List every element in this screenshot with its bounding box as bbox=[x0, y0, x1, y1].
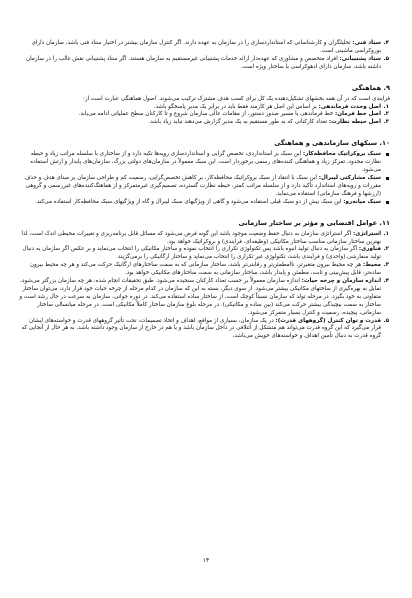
list-item-title: اندازه سازمان و چرخه حیات: bbox=[301, 278, 381, 285]
list-item-number: ۴. bbox=[383, 40, 389, 46]
list-coordination-principles bbox=[18, 104, 390, 128]
list-item-text: افراد متخصص و مشاوری که عهده‌دار ارائه خدمات پشتیبانی غیرمستقیم به سازمان هستند. اگر ستاد پشتیبانی نقش غالب را در سازمان داشته باشد، سازمان دارای ادهوکراسی یا ساختار ویژه است. bbox=[26, 55, 381, 70]
page-content bbox=[18, 40, 390, 341]
list-item-title: اصل حیطه نظارت: bbox=[328, 119, 381, 126]
list-contingency-factors bbox=[18, 231, 390, 342]
list-item-number: ۵. bbox=[383, 55, 389, 62]
list-item-title: سبک بروکراتیک محافظه‌کار: bbox=[302, 151, 381, 158]
list-item-text: در یک سازمان، بسیاری از مواقع، اهداف و اتخاذ تصمیمات، تحت تأثیر گروههای قدرت و خواسته‌های ایشان قرار می‌گیرد که این گروه قدرت می‌تواند هم متشکل از ائتلافی در داخل سازمان باشد و یا هم در خارج از سازمان وجود داشته باشد. به هر حال از آنجایی که گروه قدرت به دنبال تأمین اهداف و خواسته‌های خویش می‌باشد، bbox=[21, 317, 381, 340]
list-item-text: اگر سازمان به دنبال تولید انبوه باشد پس تکنولوژی تکراری را انتخاب نموده و ساختار مکانیکی را انتخاب می‌نماید و بر عکس اگر سازمان به دنبال تولید سفارشی (واحدی) و فرایندی باشد، تکنولوژی غیر تکراری را انتخاب می‌نماید و ساختار ارگانیکی را برمی‌گزیند. bbox=[22, 246, 381, 261]
list-item-text: این سبک بر استانداردی، تخصص گرایی و استانداردسازی رویه‌ها تکیه دارد و از ساختاری با سلسله مراتب زیاد و حیطه نظارت محدود، تمرکز زیاد و هماهنگی کننده‌های رسمی برخوردار است. این سبک معمولاً در سازمان‌های دولتی بزرگ، سازمان‌های پایدار و ارتش استفاده می‌شود. bbox=[30, 151, 381, 174]
list-item-title: ستاد پشتیبانی: bbox=[339, 55, 381, 62]
list-item-number: ۴. bbox=[383, 278, 389, 285]
list-item-number: ۵. bbox=[383, 317, 389, 324]
list-item-title: ستاد فنی: bbox=[352, 40, 381, 46]
list-item bbox=[18, 231, 390, 247]
section-heading-styles: ۱۰. سبکهای سازماندهی و هماهنگی bbox=[274, 139, 390, 148]
list-top bbox=[18, 40, 390, 72]
list-item-title: سبک میانه‌رو: bbox=[343, 198, 381, 205]
square-bullet-icon bbox=[386, 199, 389, 208]
list-item-text: این سبک بیش از دو سبک قبلی استفاده می‌شود و گاهی از ویژگیهای سبک لیبرال و گاه از ویژگیهای سبک محافظه‌کار استفاده می‌کند. bbox=[35, 198, 342, 205]
page-number: ۱۴ bbox=[202, 557, 210, 564]
list-organizing-styles bbox=[18, 151, 390, 206]
list-item-title: استراتژی: bbox=[352, 230, 381, 237]
list-item-text: اگر استراتژی سازمان به دنبال حفظ وضعیت موجود باشد این گونه فرض می‌شود که مسائل قابل برنامه‌ریزی و تغییرات محیطی اندک است، لذا بهترین ساختار سازمانی مناسب ساختار مکانیکی (وظیفه‌ای، فرایندی) و بروکراتیک خواهد بود. bbox=[21, 230, 381, 245]
list-item-technostructure bbox=[18, 40, 390, 56]
list-item-title: فناوری: bbox=[358, 246, 381, 253]
list-item-title: اصل خط فرمان: bbox=[335, 111, 381, 118]
list-item bbox=[18, 246, 390, 262]
list-item bbox=[18, 278, 390, 318]
list-item-title: قدرت و توان کنترل (گروههای قدرت): bbox=[275, 317, 381, 324]
section-heading-coordination: ۹. هماهنگی bbox=[351, 83, 390, 92]
square-bullet-icon bbox=[386, 175, 389, 184]
list-item bbox=[18, 318, 390, 342]
list-item-number: ۱. bbox=[383, 103, 389, 110]
list-item-number: ۲. bbox=[383, 246, 389, 253]
list-item-title: محیط: bbox=[362, 262, 381, 269]
list-item-text: بر اساس این اصل هر کارمند فقط باید در برابر یک مدیر پاسخگو باشد. bbox=[153, 103, 317, 110]
list-item-title: سبک مشارکتی لیبرال: bbox=[318, 174, 381, 181]
list-item bbox=[18, 151, 390, 175]
section-intro: فرایندی است که در آن همه بخشهای تشکیل‌دهنده یک کل برای کسب هدف مشترک ترکیب می‌شوند. اصول هماهنگی عبارت است از: bbox=[83, 95, 390, 102]
list-item-number: ۳. bbox=[383, 262, 389, 269]
list-item-number: ۳. bbox=[383, 119, 389, 126]
list-item bbox=[18, 262, 390, 278]
list-item bbox=[18, 119, 390, 127]
list-item-text: این سبک با انتقاد از سبک بروکراتیک محافظه‌کار، بر کاهش تخصص‌گرایی، رسمیت کم و طراحی سازمان بر مبنای هدف و حذف مقررات و رویه‌های استاندارد تأکید دارد و از سلسله مراتب کمتر، حیطه نظارت گسترده، تصمیم‌گیری غیرمتمرکز و از هماهنگ‌کننده‌های غیررسمی و گروهی (ارزشها و فرهنگ سازمانی) استفاده می‌نماید. bbox=[24, 174, 381, 197]
square-bullet-icon bbox=[386, 151, 389, 160]
list-item-text: تعداد کارکنانی که به طور مستقیم به یک مدیر گزارش می‌دهند نباید زیاد باشد. bbox=[148, 119, 328, 126]
section-heading-contingency: ۱۱. عوامل اقتضایی و مؤثر بر ساختار سازمانی bbox=[238, 218, 390, 227]
list-item bbox=[18, 199, 390, 207]
list-item-text: تحلیلگران و کارشناسانی که استانداردسازی را در سازمان به عهده دارند. اگر کنترل سازمان بیشتر در اختیار ستاد فنی باشد، سازمان دارای بوروکراسی ماشینی است. bbox=[31, 40, 381, 54]
list-item-text: هر چه محیط بیرون متغیرتر، ناامطمئن‌تر و رقابتی‌تر باشد، ساختار سازمانی که به سمت ساختارهای ارگانیک حرکت می‌کند و هر چه محیط بیرون ساده‌تر، قابل پیش‌بینی و ثابت، مطمئن و پایدار باشد، ساختار سازمانی به سمت ساختارهای مکانیکی خواهد بود. bbox=[29, 262, 381, 277]
list-item-text: خط فرماندهی یا مسیر صدور دستور، از مقامات عالی سازمان شروع و تا کارکنان سطح عملیاتی ادامه می‌یابد. bbox=[78, 111, 334, 118]
list-item-support-staff bbox=[18, 56, 390, 72]
list-item bbox=[18, 175, 390, 199]
list-item-number: ۲. bbox=[383, 111, 389, 118]
list-item-number: ۱. bbox=[383, 230, 389, 237]
list-item-title: اصل وحدت فرماندهی: bbox=[318, 103, 381, 110]
list-item-text: اندازه سازمان معمولاً بر حسب تعداد کارکنان سنجیده می‌شود. طبق تحقیقات انجام شده، هر چه سازمان بزرگتر می‌شود، تمایل به بهره‌گیری از ساختهای مکانیکی بیشتر می‌شود. از سوی دیگر، بسته به این که سازمان در کدام مرحله از چرخه حیات خود قرار دارد، می‌توان ساختار متفاوتی به خود بگیرد. در مرحله تولد که سازمان نسبتاً کوچک است، از ساختار ساده استفاده می‌کند. در دوره جوانی، سازمان به سرعت در حال رشد است و ساختار به سمت بیچیدگی بیشتر حرکت می‌کند (بین ساده و مکانیکی). در مرحله بلوغ سازمان ساختار کاملاً مکانیکی است. در مرحله میانسالی ساختار سازمانی، پیچیده، رسمیت و کنترل بسیار متمرکز می‌شود. bbox=[19, 278, 381, 316]
